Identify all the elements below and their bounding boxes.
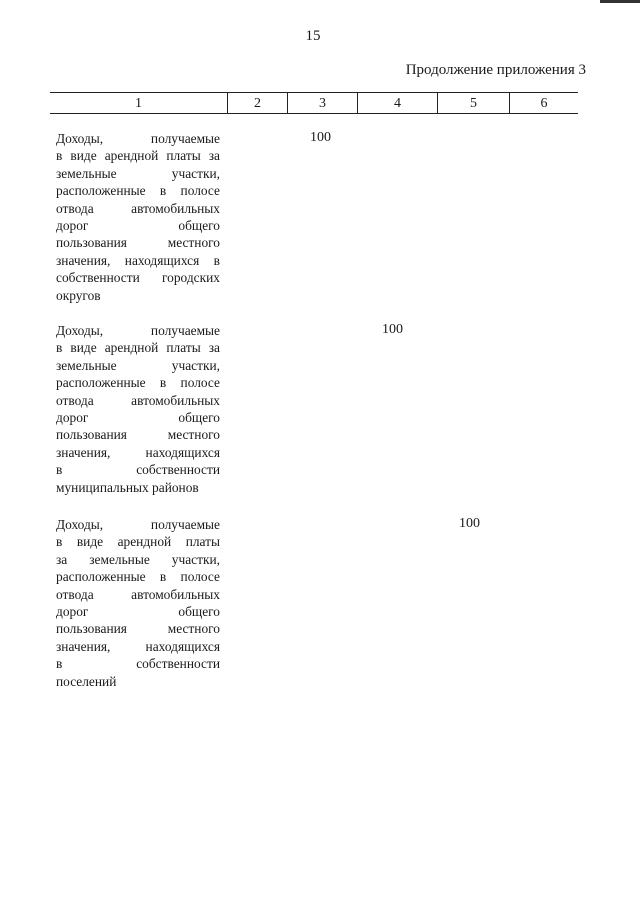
description-line: пользования местного [56, 621, 220, 637]
column-header-5: 5 [438, 93, 510, 113]
description-line: отвода автомобильных [56, 392, 220, 408]
scan-edge-mark [600, 0, 640, 3]
description-line: округов [56, 287, 101, 303]
column-header-6: 6 [540, 96, 548, 111]
description-line: дорог общего [56, 604, 220, 620]
description-line: в виде арендной платы за [56, 340, 220, 356]
column-header-3: 3 [288, 93, 358, 113]
description-line: в виде арендной платы [56, 534, 220, 550]
description-line: дорог общего [56, 218, 220, 234]
description-line: расположенные в полосе [56, 375, 220, 391]
description-line: значения, находящихся [56, 638, 220, 654]
description-line: земельные участки, [56, 357, 220, 373]
column-header-1: 1 [50, 93, 228, 113]
description-line: муниципальных районов [56, 479, 199, 495]
description-line: отвода автомобильных [56, 586, 220, 602]
description-line: в собственности [56, 656, 220, 672]
description-line: Доходы, получаемые [56, 131, 220, 146]
description-line: в виде арендной платы за [56, 148, 220, 164]
row-value: 100 [382, 322, 403, 337]
description-line: значения, находящихся в [56, 252, 220, 268]
description-line: значения, находящихся [56, 444, 220, 460]
row-description [56, 516, 220, 690]
row-value: 100 [310, 130, 331, 145]
description-line: расположенные в полосе [56, 569, 220, 585]
page-number: 15 [305, 28, 321, 44]
description-line: дорог общего [56, 410, 220, 426]
description-line: пользования местного [56, 235, 220, 251]
description-line: пользования местного [56, 427, 220, 443]
row-description [56, 322, 220, 496]
description-line: за земельные участки, [56, 551, 220, 567]
description-line: Доходы, получаемые [56, 517, 220, 532]
appendix-continuation-note: Продолжение приложения 3 [405, 62, 586, 78]
table-header-row [50, 92, 578, 114]
description-line: Доходы, получаемые [56, 323, 220, 338]
description-line: поселений [56, 673, 117, 689]
column-header-4: 4 [358, 93, 438, 113]
description-line: отвода автомобильных [56, 200, 220, 216]
description-line: собственности городских [56, 270, 220, 286]
description-line: в собственности [56, 462, 220, 478]
description-line: земельные участки, [56, 165, 220, 181]
column-header-2: 2 [228, 93, 288, 113]
row-description [56, 130, 220, 304]
description-line: расположенные в полосе [56, 183, 220, 199]
row-value: 100 [459, 516, 480, 531]
